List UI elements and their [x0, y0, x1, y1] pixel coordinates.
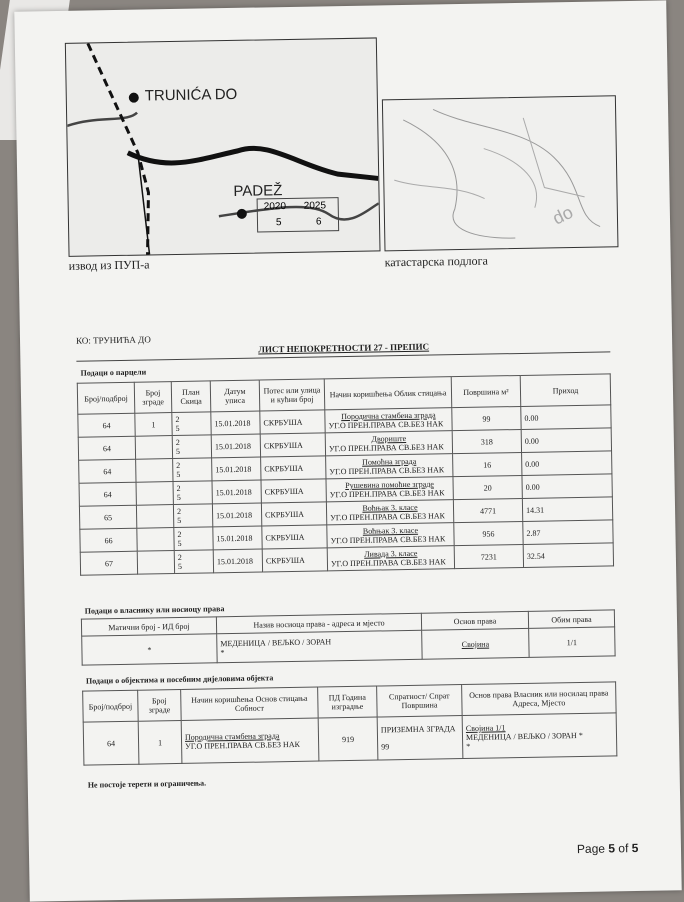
col-header: Назив носиоца права - адреса и мјесто	[216, 613, 421, 634]
acquisition-basis: УГ.О ПРЕН.ПРАВА СВ.БЕЗ НАК	[330, 557, 446, 569]
object-floor-cell	[377, 716, 463, 760]
year-label: 2020	[263, 201, 287, 213]
cadastral-label: do	[549, 201, 577, 229]
usage-type: Воћњак 3. класе	[362, 502, 418, 513]
plan-sketch: 2 5	[174, 527, 213, 551]
plan-number: 5	[275, 217, 282, 229]
total-pages: 5	[631, 840, 639, 856]
map-marker	[237, 209, 247, 219]
area: 20	[453, 475, 522, 499]
cadastral-map	[382, 95, 619, 251]
area: 4771	[453, 498, 522, 522]
usage	[326, 477, 453, 502]
acquisition-basis: УГ.О ПРЕН.ПРАВА СВ.БЕЗ НАК	[328, 419, 444, 431]
plan-sketch: 2 5	[172, 412, 211, 436]
object-acquisition: УГ.О ПРЕН.ПРАВА СВ.БЕЗ НАК	[185, 739, 300, 751]
plan-sketch: 2 5	[173, 481, 212, 505]
page-indicator	[577, 841, 639, 856]
year-label: 2025	[303, 200, 327, 212]
page-prefix: Page	[576, 841, 609, 857]
col-header: ПД Година изградње	[318, 686, 378, 718]
income: 32.54	[523, 543, 613, 568]
plan-number: 6	[315, 216, 322, 228]
object-building: 1	[138, 720, 182, 764]
col-header: Приход	[520, 374, 611, 407]
usage	[325, 431, 452, 456]
col-header: Број/подброј	[77, 382, 135, 414]
street: СКРБУША	[260, 433, 325, 457]
object-year: 919	[318, 717, 378, 761]
street: СКРБУША	[261, 479, 326, 503]
building-number	[137, 551, 174, 575]
usage	[327, 546, 454, 571]
object-owner: МЕДЕНИЦА / ВЕЉКО / ЗОРАН *	[465, 730, 583, 742]
entry-date: 15.01.2018	[212, 457, 261, 481]
parcel-number: 65	[79, 505, 136, 529]
usage	[326, 454, 453, 479]
parcel-number: 64	[79, 459, 136, 483]
owner-basis: Својина	[422, 628, 529, 659]
entry-date: 15.01.2018	[213, 549, 262, 573]
income: 14.31	[522, 497, 612, 522]
usage-type: Воћњак 3. класе	[362, 525, 419, 536]
plan-sketch: 2 5	[173, 458, 212, 482]
object-basis: Својина 1/1	[465, 722, 506, 733]
area: 99	[452, 406, 521, 430]
plan-sketch: 2 5	[172, 435, 211, 459]
acquisition-basis: УГ.О ПРЕН.ПРАВА СВ.БЕЗ НАК	[330, 511, 446, 523]
parcels-section-title: Подаци о парцели	[80, 367, 147, 378]
col-header: Број зграде	[134, 382, 172, 414]
col-header: Спратност/ Спрат Површина	[377, 685, 463, 717]
col-header: Број/подброј	[83, 690, 139, 722]
col-header: Потес или улица и кућни број	[259, 379, 325, 411]
page-mid: of	[614, 841, 632, 856]
owner-name-cell	[217, 630, 422, 663]
table-row	[83, 713, 617, 765]
area: 318	[452, 429, 521, 453]
objects-section-title: Подаци о објектима и посебним дијеловима објекта	[85, 673, 274, 686]
owners-section-title: Подаци о власнику или носиоцу права	[84, 604, 225, 616]
usage-type: Рушевина помоћне зграде	[345, 479, 435, 491]
owners-table	[81, 609, 616, 665]
area: 16	[453, 452, 522, 476]
owner-address: *	[220, 648, 225, 658]
usage	[326, 500, 453, 525]
entry-date: 15.01.2018	[212, 503, 261, 527]
owner-id: *	[82, 634, 217, 665]
parcel-number: 66	[80, 528, 137, 552]
area: 7231	[454, 544, 523, 568]
parcels-table	[77, 373, 614, 575]
plan-sketch: 2 5	[174, 550, 213, 574]
parcel-rows	[78, 405, 614, 575]
parcel-number: 64	[78, 436, 135, 460]
cadastral-lines	[383, 96, 618, 250]
place-label: TRUNIĆA DO	[144, 85, 238, 105]
cadastral-municipality: КО: ТРУНИЋА ДО	[75, 334, 151, 346]
income: 2.87	[523, 520, 613, 545]
objects-table	[82, 681, 617, 765]
usage-type: Ливада 3. класе	[364, 548, 418, 559]
usage-type: Двориште	[371, 433, 407, 444]
col-header: Матични број - ИД број	[81, 617, 216, 636]
col-header: Број зграде	[138, 689, 182, 721]
acquisition-basis: УГ.О ПРЕН.ПРАВА СВ.БЕЗ НАК	[330, 534, 446, 546]
building-number	[136, 482, 173, 506]
building-number	[136, 505, 173, 529]
plan-sketch: 2 5	[173, 504, 212, 528]
usage-type: Породична стамбена зграда	[341, 410, 436, 422]
usage	[327, 523, 454, 548]
entry-date: 15.01.2018	[211, 434, 260, 458]
document-page	[14, 0, 681, 901]
acquisition-basis: УГ.О ПРЕН.ПРАВА СВ.БЕЗ НАК	[329, 465, 445, 477]
entry-date: 15.01.2018	[213, 526, 262, 550]
col-header: Основ права	[421, 611, 528, 630]
document-title: ЛИСТ НЕПОКРЕТНОСТИ 27 - ПРЕПИС	[258, 341, 430, 355]
acquisition-basis: УГ.О ПРЕН.ПРАВА СВ.БЕЗ НАК	[328, 442, 444, 454]
object-use-cell	[181, 718, 319, 763]
col-header: Начин коришћења Облик стицања	[324, 377, 452, 410]
object-owner-cell	[462, 713, 617, 759]
income: 0.00	[521, 405, 611, 430]
col-header: Обим права	[528, 610, 614, 628]
street: СКРБУША	[262, 548, 327, 572]
col-header: Површина м²	[451, 375, 521, 407]
building-number: 1	[135, 413, 172, 437]
col-header: Основ права Власник или носилац права Адреса, Мјесто	[462, 682, 617, 716]
building-number	[137, 528, 174, 552]
owner-scope: 1/1	[529, 627, 615, 657]
acquisition-basis: УГ.О ПРЕН.ПРАВА СВ.БЕЗ НАК	[329, 488, 445, 500]
col-header: План Скица	[171, 381, 211, 413]
income: 0.00	[522, 474, 612, 499]
object-number: 64	[83, 721, 139, 765]
col-header: Начин коришћења Основ стицања Собност	[181, 687, 319, 720]
object-floor: ПРИЗЕМНА ЗГРАДА	[380, 724, 456, 735]
zoning-plan-map	[65, 37, 381, 256]
entry-date: 15.01.2018	[211, 411, 260, 435]
current-page: 5	[608, 841, 616, 856]
col-header: Датум уписа	[210, 380, 260, 412]
usage-type: Помоћна зграда	[362, 456, 417, 467]
usage	[325, 408, 452, 433]
entry-date: 15.01.2018	[212, 480, 261, 504]
place-label: PADEŽ	[233, 182, 283, 200]
income: 0.00	[521, 428, 611, 453]
street: СКРБУША	[260, 410, 325, 434]
map-caption: извод из ПУП-а	[68, 257, 150, 273]
object-owner-address: *	[466, 741, 471, 751]
parcel-number: 64	[79, 482, 136, 506]
street: СКРБУША	[261, 502, 326, 526]
income: 0.00	[522, 451, 612, 476]
map-caption: катастарска подлога	[384, 253, 488, 270]
street: СКРБУША	[261, 456, 326, 480]
plan-years-box	[257, 197, 340, 232]
parcel-number: 64	[78, 413, 135, 437]
building-number	[135, 436, 172, 460]
building-number	[136, 459, 173, 483]
object-area: 99	[381, 742, 390, 752]
object-use: Породична стамбена зграда	[184, 731, 280, 742]
encumbrance-note: Не постоје терети и ограничења.	[87, 778, 207, 790]
area: 956	[454, 521, 523, 545]
parcel-number: 67	[80, 551, 137, 575]
street: СКРБУША	[262, 525, 327, 549]
owner-name: МЕДЕНИЦА / ВЕЉКО / ЗОРАН	[220, 637, 332, 649]
